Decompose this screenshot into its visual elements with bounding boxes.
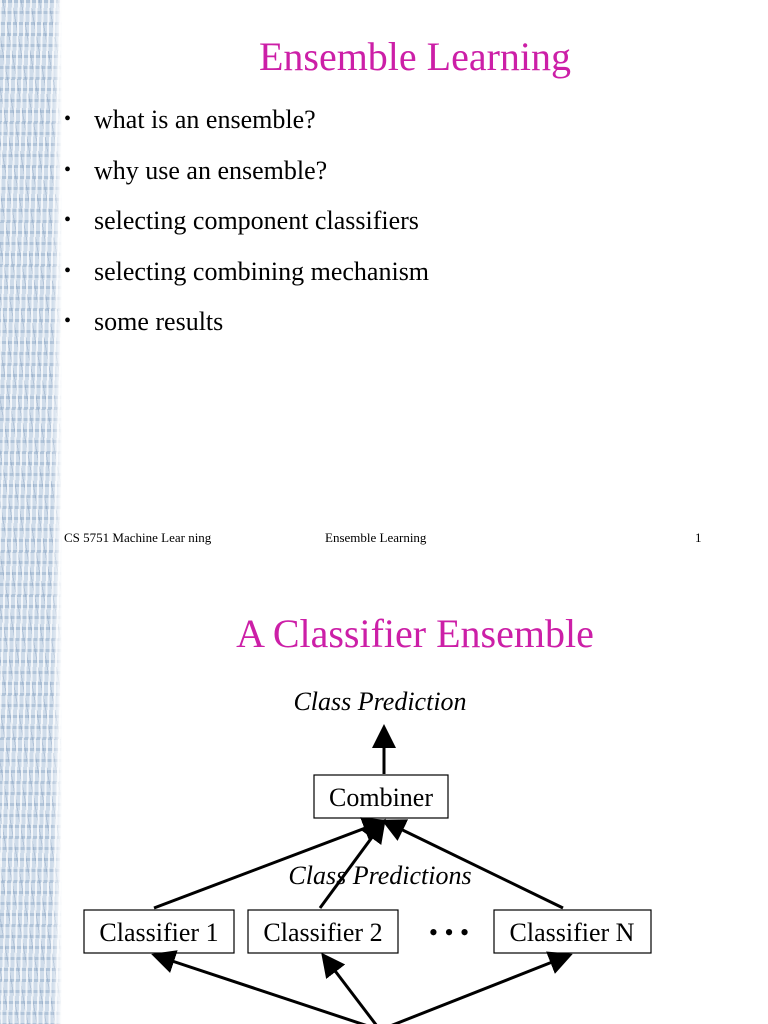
footer-page-number: 1 — [695, 530, 702, 545]
slide1-title: Ensemble Learning — [258, 34, 572, 79]
bullet-dot-icon: • — [64, 108, 72, 130]
bullet-dot-icon: • — [64, 259, 72, 282]
input-to-classifier1-arrow — [154, 955, 380, 1024]
bullet-text: what is an ensemble? — [94, 105, 316, 134]
combiner-node — [314, 775, 448, 818]
class-predictions-label: Class Predictions — [288, 861, 472, 890]
bullet-text: some results — [94, 307, 224, 336]
bullet-dot-icon: • — [64, 310, 72, 332]
classifier-label: Classifier 1 — [99, 918, 219, 947]
footer-course: CS 5751 Machine Lear ning — [64, 530, 212, 545]
classifier-label: Classifier 2 — [263, 918, 383, 947]
bullet-text: why use an ensemble? — [94, 155, 328, 185]
class-prediction-label: Class Prediction — [293, 687, 467, 716]
classifier-node — [494, 910, 651, 953]
classifier-node — [84, 910, 234, 953]
bullet-text: selecting component classifiers — [94, 206, 419, 235]
bullet-dot-icon: • — [64, 209, 72, 231]
classifier-node — [248, 910, 398, 953]
ellipsis-icon: • • • — [428, 918, 470, 947]
input-to-classifierN-arrow — [380, 955, 570, 1024]
bullet-text: selecting combining mechanism — [94, 256, 430, 286]
combiner-label: Combiner — [329, 783, 433, 812]
classifier-label: Classifier N — [509, 918, 635, 947]
slide2-title: A Classifier Ensemble — [236, 611, 594, 656]
bullet-dot-icon: • — [64, 158, 72, 181]
footer-title: Ensemble Learning — [325, 530, 427, 545]
